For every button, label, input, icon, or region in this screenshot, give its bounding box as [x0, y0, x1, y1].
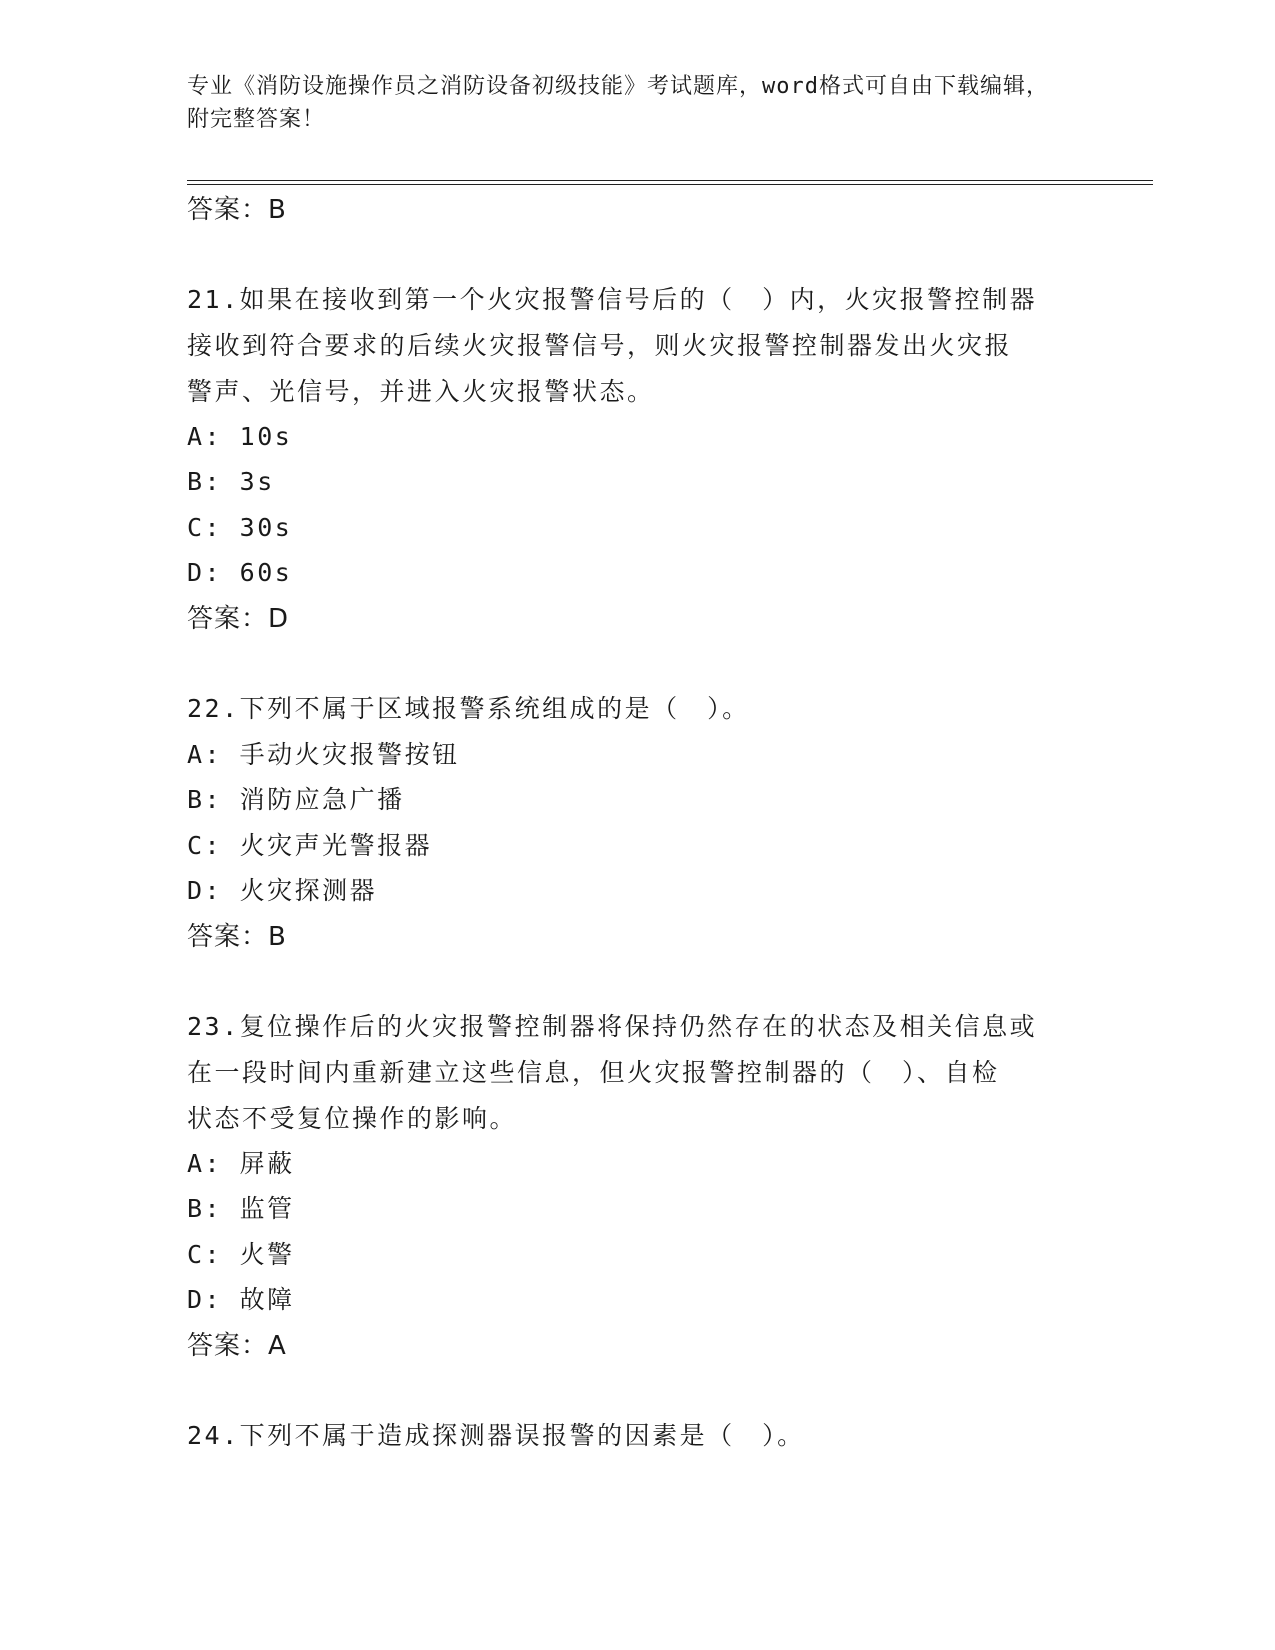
question-22-answer: 答案：B	[187, 922, 287, 952]
question-21-stem-line-2: 接收到符合要求的后续火灾报警信号，则火灾报警控制器发出火灾报	[187, 331, 1013, 360]
answer-previous: 答案：B	[187, 195, 287, 225]
question-21-option-d: D: 60s	[187, 558, 293, 587]
header-rule-top	[187, 180, 1153, 181]
question-22-option-c: C: 火灾声光警报器	[187, 831, 433, 860]
question-23-stem-line-3: 状态不受复位操作的影响。	[187, 1104, 518, 1133]
question-22-stem-line-1: 22.下列不属于区域报警系统组成的是（ ）。	[187, 694, 750, 723]
question-21-stem-line-3: 警声、光信号，并进入火灾报警状态。	[187, 377, 655, 406]
question-22-option-b: B: 消防应急广播	[187, 785, 405, 814]
question-21-option-a: A: 10s	[187, 422, 293, 451]
page-header: 专业《消防设施操作员之消防设备初级技能》考试题库，word格式可自由下载编辑，附完整答案！	[187, 74, 1049, 132]
question-21-option-c: C: 30s	[187, 513, 293, 542]
question-23-answer: 答案：A	[187, 1331, 287, 1361]
question-21-option-b: B: 3s	[187, 467, 275, 496]
question-23-stem-line-2: 在一段时间内重新建立这些信息，但火灾报警控制器的（ ）、自检	[187, 1058, 1000, 1087]
question-21-stem-line-1: 21.如果在接收到第一个火灾报警信号后的（ ）内，火灾报警控制器	[187, 285, 1038, 314]
question-22-option-a: A: 手动火灾报警按钮	[187, 740, 460, 769]
question-23-option-d: D: 故障	[187, 1285, 295, 1314]
question-22-option-d: D: 火灾探测器	[187, 876, 378, 905]
question-24-stem-line-1: 24.下列不属于造成探测器误报警的因素是（ ）。	[187, 1421, 805, 1450]
question-21-answer: 答案：D	[187, 604, 290, 634]
question-23-option-b: B: 监管	[187, 1194, 295, 1223]
question-23-option-c: C: 火警	[187, 1240, 295, 1269]
question-23-stem-line-1: 23.复位操作后的火灾报警控制器将保持仍然存在的状态及相关信息或	[187, 1012, 1038, 1041]
header-rule-bottom	[187, 184, 1153, 185]
question-23-option-a: A: 屏蔽	[187, 1149, 295, 1178]
